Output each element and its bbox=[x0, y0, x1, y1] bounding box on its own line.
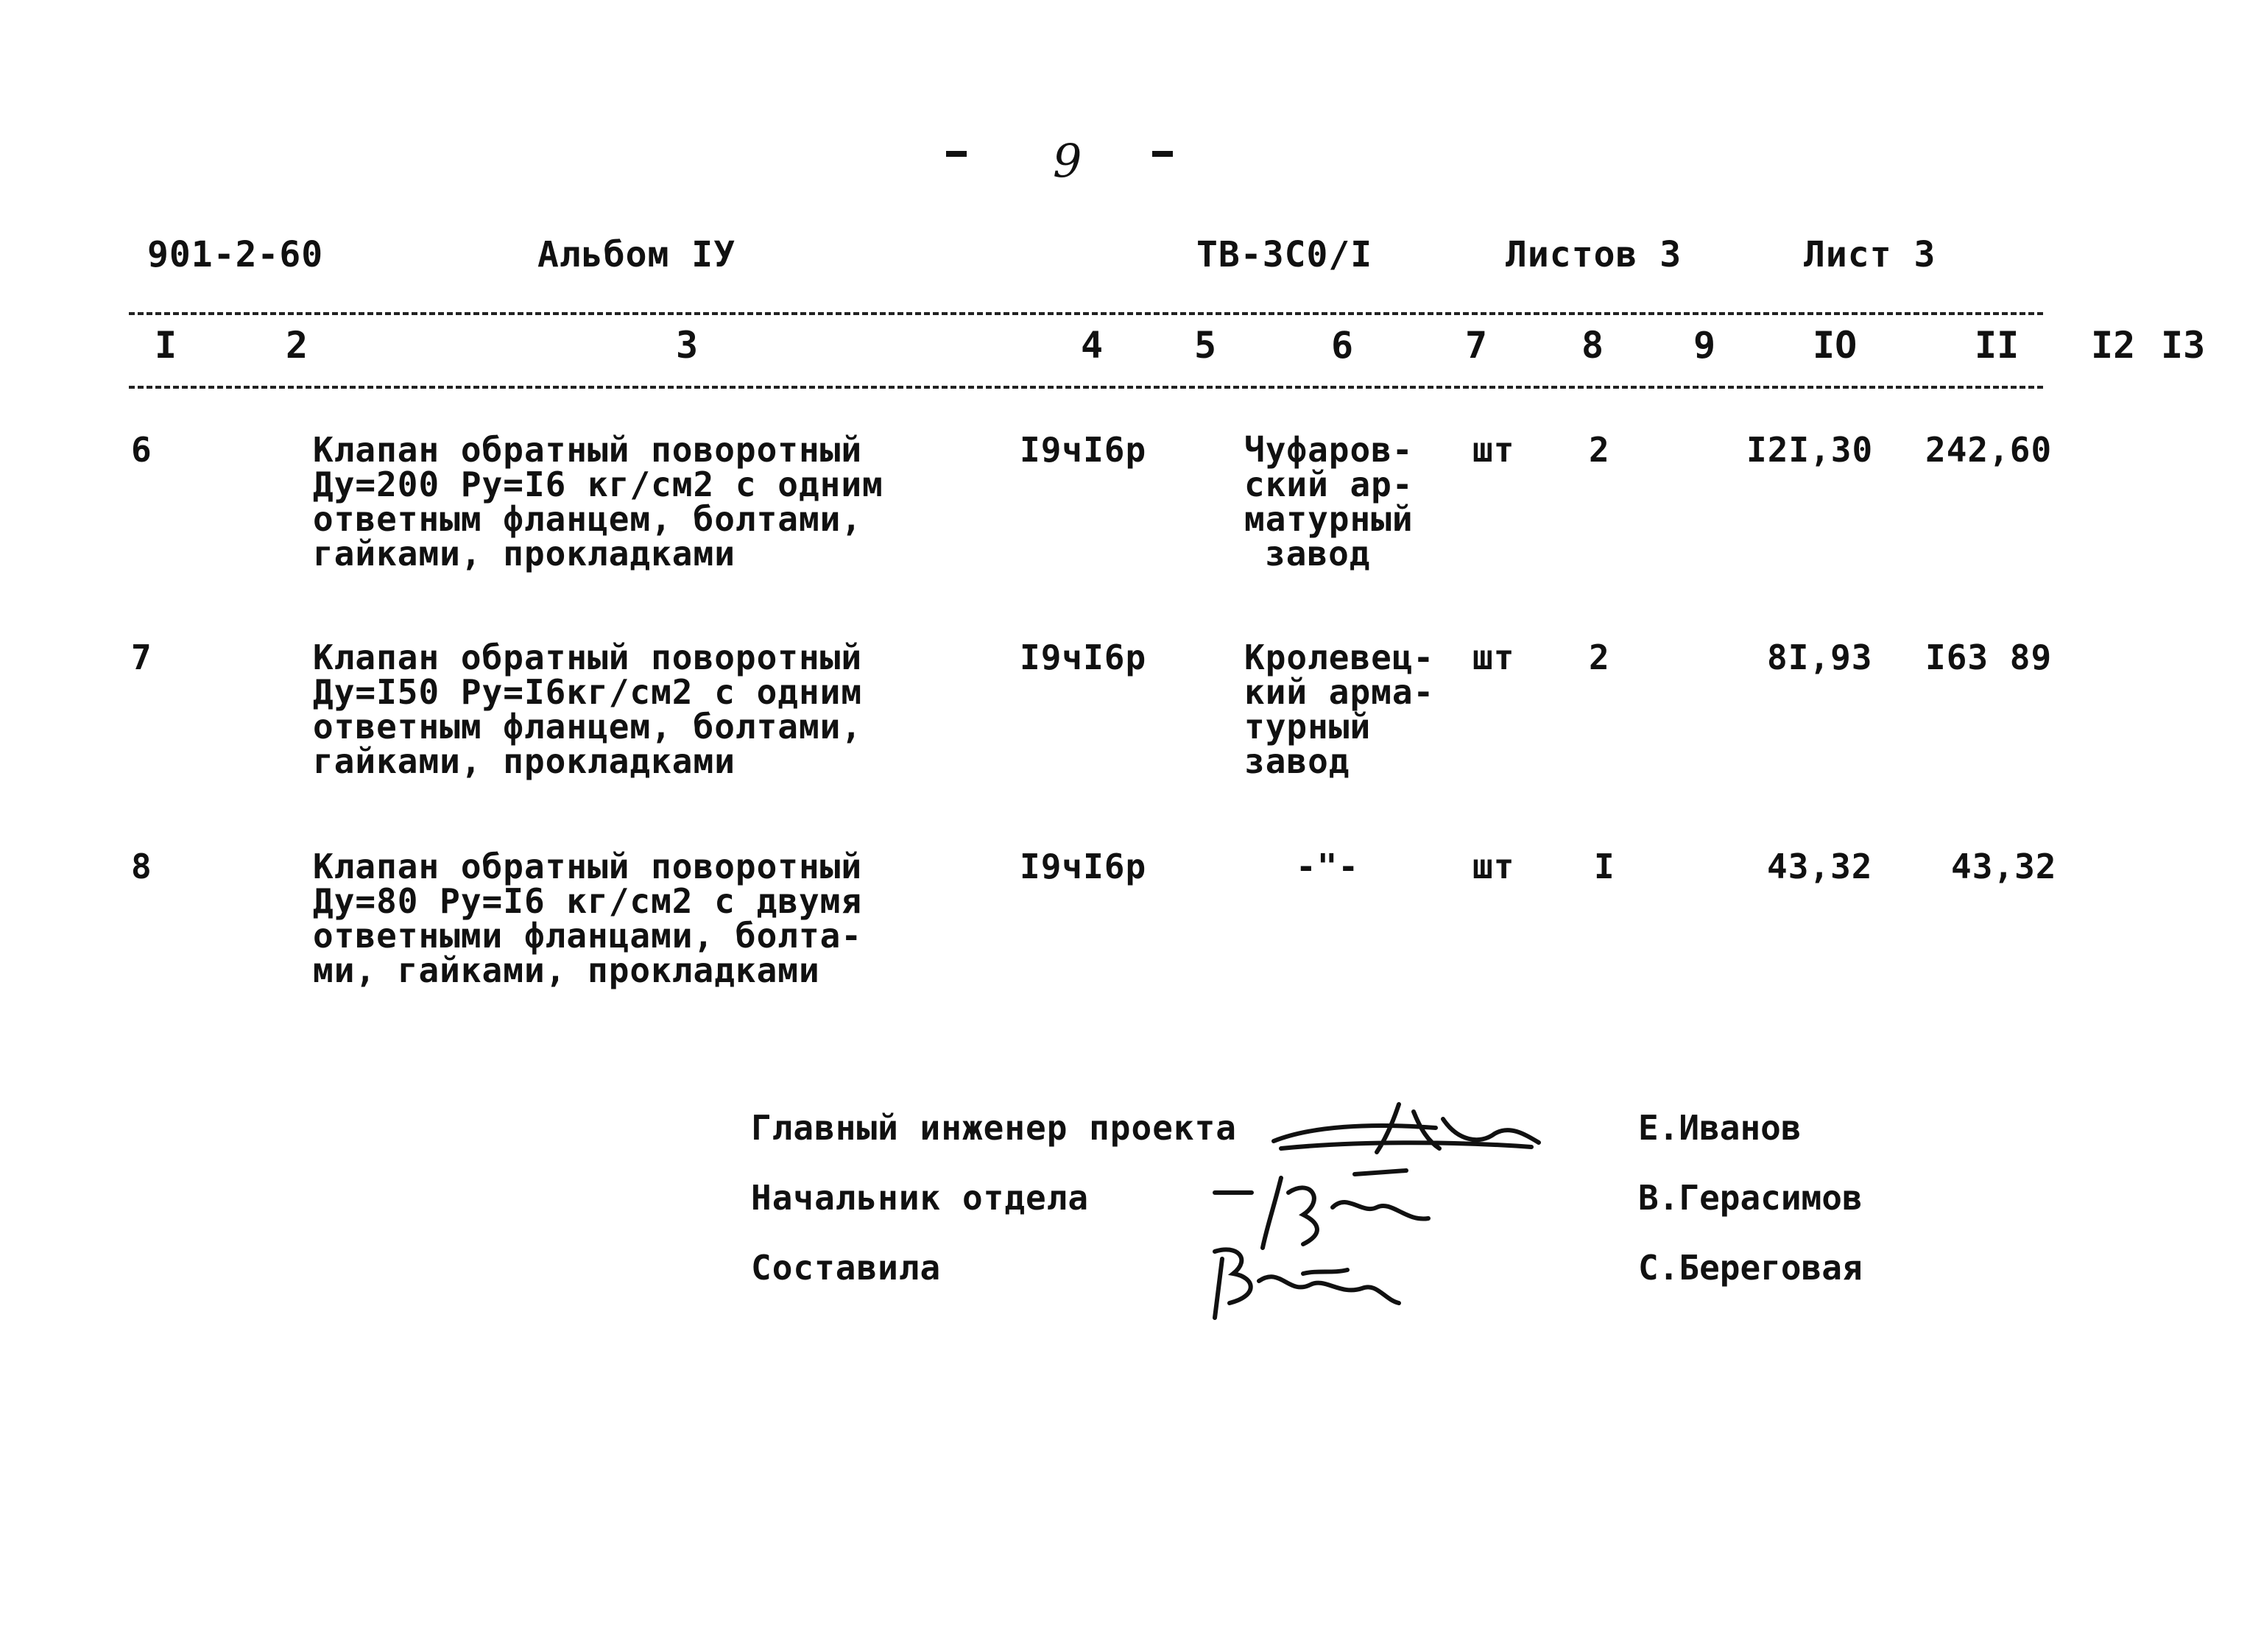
row-total: 242,60 bbox=[1925, 430, 2053, 470]
handwritten-signature-beregovaya bbox=[1193, 1237, 1414, 1325]
page-number-dash-right bbox=[1152, 151, 1173, 157]
column-number-9: 9 bbox=[1693, 324, 1716, 367]
row-number: 7 bbox=[131, 638, 152, 677]
row-manufacturer bbox=[1244, 430, 1414, 573]
row-unit: шт bbox=[1472, 430, 1515, 470]
manufacturer-line: матурный bbox=[1244, 499, 1414, 539]
description-line: ответными фланцами, болта- bbox=[313, 916, 863, 956]
column-number-3: 3 bbox=[676, 324, 699, 367]
signature-name-chief-engineer: Е.Иванов bbox=[1638, 1108, 1802, 1148]
manufacturer-line: Чуфаров- bbox=[1244, 430, 1414, 470]
description-line: Ду=80 Ру=I6 кг/см2 с двумя bbox=[313, 881, 863, 921]
document-code: ТВ-3С0/I bbox=[1196, 234, 1373, 275]
row-total: I63 89 bbox=[1925, 638, 2053, 677]
column-number-6: 6 bbox=[1331, 324, 1354, 367]
description-line: Клапан обратный поворотный bbox=[313, 847, 863, 886]
description-line: Ду=I50 Ру=I6кг/см2 с одним bbox=[313, 672, 863, 712]
signature-title-department-head: Начальник отдела bbox=[751, 1178, 1090, 1218]
description-line: гайками, прокладками bbox=[313, 741, 736, 781]
row-unit: шт bbox=[1472, 638, 1515, 677]
row-price: 8I,93 bbox=[1767, 638, 1873, 677]
sheets-total: Листов 3 bbox=[1506, 234, 1682, 275]
signature-title-chief-engineer: Главный инженер проекта bbox=[751, 1108, 1237, 1148]
column-number-10: IO bbox=[1813, 324, 1858, 367]
header-rule-bottom bbox=[129, 386, 2043, 389]
row-price: I2I,30 bbox=[1746, 430, 1874, 470]
row-description bbox=[313, 847, 863, 990]
column-number-11: II bbox=[1975, 324, 2020, 367]
column-number-2: 2 bbox=[286, 324, 308, 367]
column-number-4: 4 bbox=[1081, 324, 1104, 367]
column-number-7: 7 bbox=[1465, 324, 1488, 367]
page-number: 9 bbox=[1053, 134, 1082, 188]
signature-title-compiler: Составила bbox=[751, 1248, 942, 1288]
description-line: гайками, прокладками bbox=[313, 534, 736, 573]
row-quantity: 2 bbox=[1589, 638, 1610, 677]
row-manufacturer bbox=[1244, 640, 1434, 779]
manufacturer-ditto: -"- bbox=[1296, 847, 1360, 886]
row-manufacturer bbox=[1296, 847, 1360, 886]
sheet-number: Лист 3 bbox=[1804, 234, 1936, 275]
handwritten-signature-ivanov bbox=[1266, 1090, 1546, 1171]
row-unit: шт bbox=[1472, 847, 1515, 886]
row-type: I9чI6р bbox=[1020, 430, 1147, 470]
row-quantity: 2 bbox=[1589, 430, 1610, 470]
row-description bbox=[313, 430, 883, 573]
manufacturer-line: завод bbox=[1244, 741, 1350, 781]
description-line: Клапан обратный поворотный bbox=[313, 638, 863, 677]
description-line: ответным фланцем, болтами, bbox=[313, 707, 863, 746]
header-rule-top bbox=[129, 312, 2043, 315]
row-price: 43,32 bbox=[1767, 847, 1873, 886]
manufacturer-line: ский ар- bbox=[1244, 465, 1414, 504]
description-line: ми, гайками, прокладками bbox=[313, 950, 820, 990]
page-number-dash-left bbox=[946, 151, 967, 157]
description-line: Клапан обратный поворотный bbox=[313, 430, 863, 470]
row-number: 6 bbox=[131, 430, 152, 470]
row-number: 8 bbox=[131, 847, 152, 886]
row-quantity: I bbox=[1594, 847, 1615, 886]
column-number-12: I2 bbox=[2091, 324, 2136, 367]
row-type: I9чI6р bbox=[1020, 638, 1147, 677]
manufacturer-line: кий арма- bbox=[1244, 672, 1435, 712]
project-code: 901-2-60 bbox=[147, 234, 324, 275]
column-number-1: I bbox=[155, 324, 177, 367]
row-type: I9чI6р bbox=[1020, 847, 1147, 886]
signature-name-department-head: В.Герасимов bbox=[1638, 1178, 1863, 1218]
manufacturer-line: турный bbox=[1244, 707, 1372, 746]
manufacturer-line: Кролевец- bbox=[1244, 638, 1435, 677]
manufacturer-line: завод bbox=[1265, 534, 1371, 573]
column-number-13: I3 bbox=[2161, 324, 2206, 367]
column-number-5: 5 bbox=[1194, 324, 1217, 367]
album-label: Альбом IУ bbox=[537, 234, 736, 275]
description-line: ответным фланцем, болтами, bbox=[313, 499, 863, 539]
description-line: Ду=200 Ру=I6 кг/см2 с одним bbox=[313, 465, 883, 504]
row-description bbox=[313, 640, 862, 779]
signature-name-compiler: С.Береговая bbox=[1638, 1248, 1863, 1288]
row-total: 43,32 bbox=[1951, 847, 2057, 886]
column-number-8: 8 bbox=[1581, 324, 1604, 367]
